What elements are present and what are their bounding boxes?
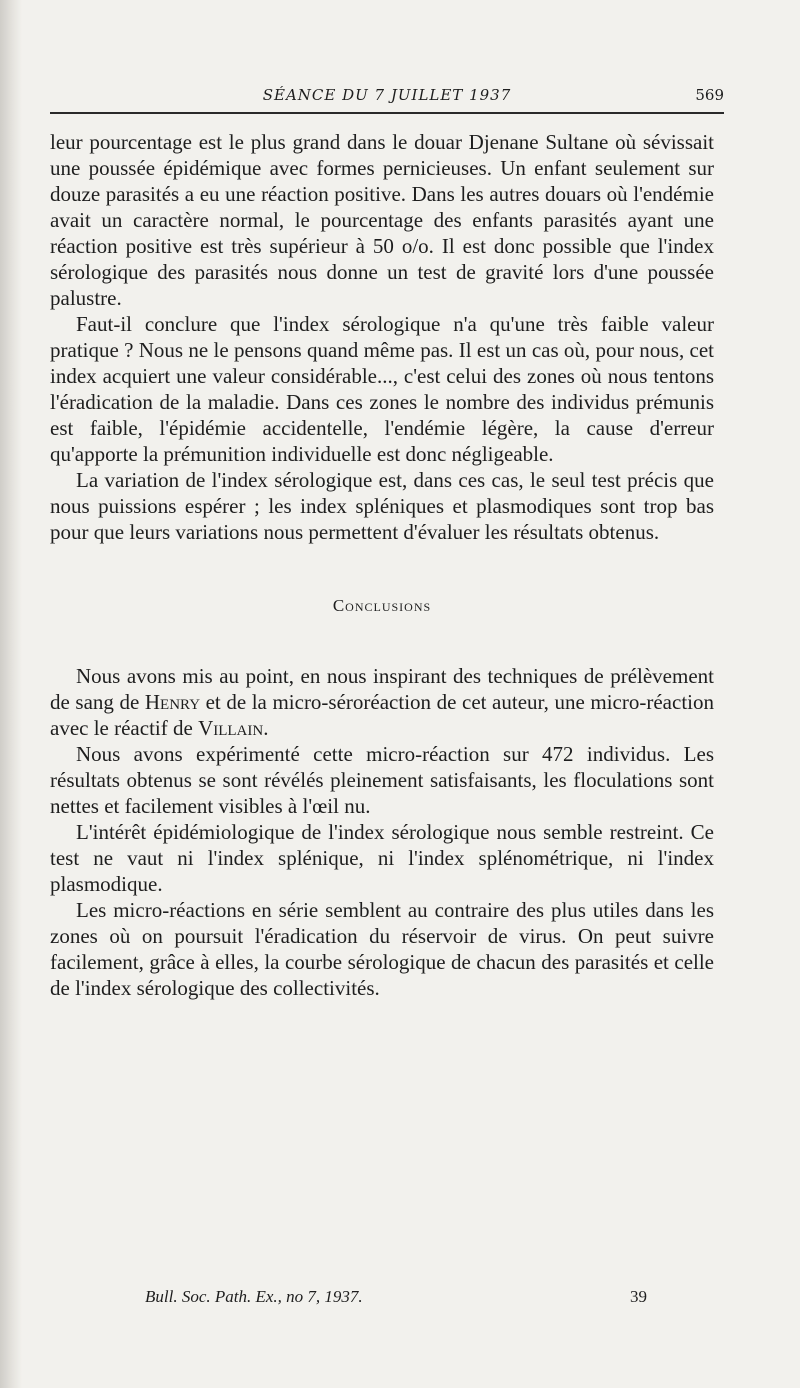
conclusion-paragraph: Les micro-réactions en série semblent au contraire des plus utiles dans les zones où on poursuit l'éradication du réservoir de virus. On peut suivre facilement, grâce à elles, la courbe sérologique de chacun des parasités et celle de l'index sérologique des collectivités. bbox=[50, 898, 714, 1000]
signature-mark: 39 bbox=[630, 1287, 647, 1306]
body-text bbox=[50, 129, 714, 1001]
author-name-villain: Villain bbox=[198, 716, 264, 740]
conclusion-paragraph bbox=[50, 663, 714, 741]
running-header bbox=[50, 82, 724, 114]
journal-reference: Bull. Soc. Path. Ex., no 7, 1937. bbox=[145, 1287, 363, 1306]
paragraph-continued: leur pourcentage est le plus grand dans le douar Djenane Sultane où sévissait une poussée épidémique avec formes pernicieuses. Un enfant seulement sur douze parasités a eu une réaction positive. Dans les autres douars où l'endémie avait un caractère normal, le pourcentage des enfants parasités ayant une réaction positive est très supérieur à 50 o/o. Il est donc possible que l'index sérologique des parasités nous donne un test de gravité lors d'une poussée palustre. bbox=[50, 130, 714, 310]
author-name-henry: Henry bbox=[144, 690, 201, 714]
conclusion-paragraph: Nous avons expérimenté cette micro-réaction sur 472 individus. Les résultats obtenus se sont révélés pleinement satisfaisants, les floculations sont nettes et facilement visibles à l'œil nu. bbox=[50, 742, 714, 818]
page-number: 569 bbox=[695, 86, 724, 104]
section-title-conclusions: Conclusions bbox=[332, 596, 432, 615]
conclusion-text: . bbox=[263, 716, 269, 740]
conclusion-text: et de la micro-séroréaction de cet auteur, une micro-réaction avec le réactif de bbox=[50, 690, 714, 740]
running-title: SÉANCE DU 7 JUILLET 1937 bbox=[262, 86, 512, 104]
conclusion-text: Nous avons mis au point, en nous inspirant des techniques de prélèvement de sang de bbox=[50, 664, 714, 714]
paragraph: Faut-il conclure que l'index sérologique n'a qu'une très faible valeur pratique ? Nous ne le pensons quand même pas. Il est un cas où, pour nous, cet index acquiert une valeur considérable..., c'est celui des zones où nous tentons l'éradication de la maladie. Dans ces zones le nombre des individus prémunis est faible, l'épidémie accidentelle, l'endémie légère, la cause d'erreur qu'apporte la prémunition individuelle est donc négligeable. bbox=[50, 312, 714, 466]
paragraph: La variation de l'index sérologique est, dans ces cas, le seul test précis que nous puissions espérer ; les index spléniques et plasmodiques sont trop bas pour que leurs variations nous permettent d'évaluer les résultats obtenus. bbox=[50, 468, 714, 544]
page-binding-edge bbox=[0, 0, 22, 1388]
conclusion-paragraph: L'intérêt épidémiologique de l'index sérologique nous semble restreint. Ce test ne vaut ni l'index splénique, ni l'index splénométrique, ni l'index plasmodique. bbox=[50, 820, 714, 896]
